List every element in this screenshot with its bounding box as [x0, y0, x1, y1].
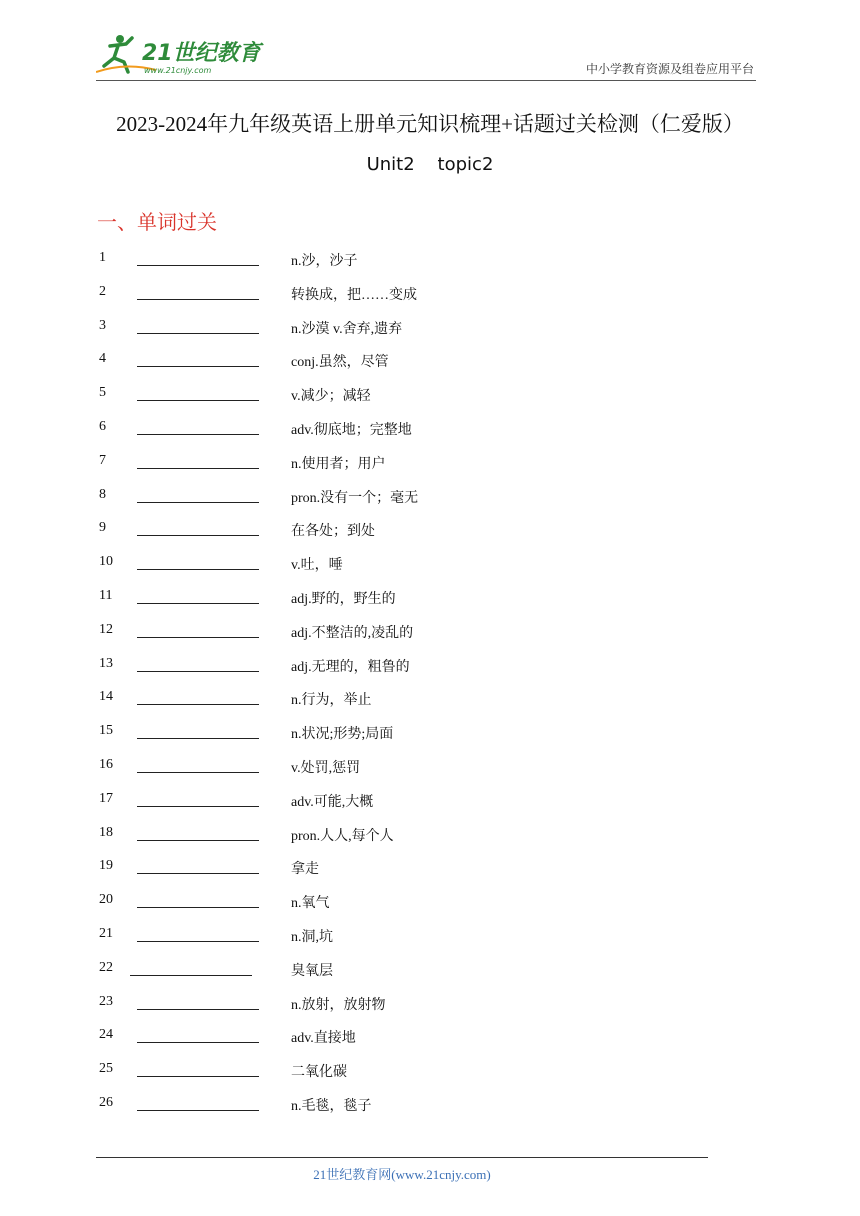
- item-number: 17: [99, 790, 113, 806]
- item-number: 19: [99, 858, 113, 874]
- word-item: [0, 1054, 860, 1088]
- word-item: [0, 513, 860, 547]
- item-number: 4: [99, 351, 106, 367]
- item-number: 5: [99, 385, 106, 401]
- word-item: [0, 311, 860, 345]
- answer-blank[interactable]: [137, 637, 259, 638]
- item-number: 10: [99, 554, 113, 570]
- word-item: [0, 615, 860, 649]
- item-meaning: adj.无理的，粗鲁的: [291, 659, 410, 675]
- item-meaning: adj.野的，野生的: [291, 591, 396, 607]
- answer-blank[interactable]: [137, 941, 259, 942]
- word-item: [0, 480, 860, 514]
- answer-blank[interactable]: [137, 1076, 259, 1077]
- word-item: [0, 581, 860, 615]
- word-item: [0, 851, 860, 885]
- word-item: [0, 919, 860, 953]
- site-logo[interactable]: [96, 32, 266, 76]
- item-meaning: conj.虽然，尽管: [291, 355, 389, 371]
- item-number: 18: [99, 824, 113, 840]
- answer-blank[interactable]: [137, 535, 259, 536]
- answer-blank[interactable]: [137, 265, 259, 266]
- word-item: [0, 446, 860, 480]
- answer-blank[interactable]: [137, 434, 259, 435]
- item-number: 8: [99, 486, 106, 502]
- item-number: 16: [99, 756, 113, 772]
- item-number: 1: [99, 250, 106, 265]
- item-meaning: n.毛毯，毯子: [291, 1098, 372, 1114]
- item-number: 20: [99, 892, 113, 908]
- svg-text:www.21cnjy.com: www.21cnjy.com: [144, 66, 212, 75]
- word-list: [0, 243, 860, 1122]
- word-item: [0, 277, 860, 311]
- word-item: [0, 344, 860, 378]
- item-number: 24: [99, 1027, 113, 1043]
- item-meaning: 臭氧层: [291, 963, 333, 979]
- answer-blank[interactable]: [137, 299, 259, 300]
- item-meaning: 拿走: [291, 862, 319, 878]
- word-item: [0, 716, 860, 750]
- word-item: [0, 378, 860, 412]
- answer-blank[interactable]: [137, 502, 259, 503]
- footer-link[interactable]: 21世纪教育网(www.21cnjy.com): [313, 1167, 491, 1182]
- word-item: [0, 953, 860, 987]
- item-meaning: adv.直接地: [291, 1031, 356, 1047]
- item-number: 23: [99, 993, 113, 1009]
- section-heading: 一、单词过关: [97, 210, 217, 234]
- item-number: 11: [99, 587, 113, 603]
- word-item: [0, 987, 860, 1021]
- item-number: 15: [99, 723, 113, 739]
- item-meaning: v.吐，唾: [291, 558, 343, 574]
- item-meaning: n.沙漠 v.舍弃,遗弃: [291, 321, 403, 337]
- answer-blank[interactable]: [137, 400, 259, 401]
- platform-name: 中小学教育资源及组卷应用平台: [585, 62, 754, 76]
- item-number: 7: [99, 452, 106, 468]
- word-item: [0, 243, 860, 277]
- item-meaning: n.使用者；用户: [291, 456, 386, 472]
- item-meaning: n.洞,坑: [291, 929, 333, 945]
- answer-blank[interactable]: [137, 569, 259, 570]
- item-number: 21: [99, 925, 113, 941]
- word-item: [0, 412, 860, 446]
- answer-blank[interactable]: [137, 1110, 259, 1111]
- answer-blank[interactable]: [137, 772, 259, 773]
- svg-text:21世纪教育: 21世纪教育: [142, 41, 261, 66]
- answer-blank[interactable]: [137, 907, 259, 908]
- item-meaning: adj.不整洁的,凌乱的: [291, 625, 414, 641]
- word-item: [0, 750, 860, 784]
- answer-blank[interactable]: [137, 333, 259, 334]
- word-item: [0, 784, 860, 818]
- item-number: 2: [99, 283, 106, 299]
- item-meaning: adv.彻底地；完整地: [291, 422, 412, 438]
- item-number: 13: [99, 655, 113, 671]
- page-header: [96, 30, 756, 81]
- answer-blank[interactable]: [137, 366, 259, 367]
- runner-logo-icon: [96, 32, 266, 76]
- word-item: [0, 818, 860, 852]
- item-number: 22: [99, 959, 113, 975]
- answer-blank[interactable]: [130, 975, 252, 976]
- item-number: 9: [99, 520, 106, 536]
- item-meaning: n.沙，沙子: [291, 254, 358, 269]
- item-number: 3: [99, 317, 106, 333]
- item-meaning: v.处罚,惩罚: [291, 760, 361, 776]
- answer-blank[interactable]: [137, 840, 259, 841]
- footer-divider: [96, 1157, 708, 1158]
- item-meaning: n.氧气: [291, 896, 330, 912]
- item-meaning: 转换成，把……变成: [291, 287, 417, 303]
- word-item: [0, 885, 860, 919]
- word-item: [0, 1088, 860, 1122]
- item-number: 26: [99, 1094, 113, 1110]
- answer-blank[interactable]: [137, 603, 259, 604]
- answer-blank[interactable]: [137, 1009, 259, 1010]
- answer-blank[interactable]: [137, 468, 259, 469]
- word-item: [0, 682, 860, 716]
- answer-blank[interactable]: [137, 873, 259, 874]
- word-item: [0, 1020, 860, 1054]
- item-meaning: 在各处；到处: [291, 524, 375, 540]
- item-meaning: n.状况;形势;局面: [291, 727, 394, 743]
- item-number: 12: [99, 621, 113, 637]
- answer-blank[interactable]: [137, 704, 259, 705]
- item-number: 25: [99, 1061, 113, 1077]
- document-subtitle: Unit2 topic2: [366, 154, 494, 175]
- item-meaning: n.放射，放射物: [291, 997, 386, 1013]
- document-title: 2023-2024年九年级英语上册单元知识梳理+话题过关检测（仁爱版）: [116, 112, 744, 136]
- word-item: [0, 649, 860, 683]
- answer-blank[interactable]: [137, 806, 259, 807]
- item-number: 14: [99, 689, 113, 705]
- answer-blank[interactable]: [137, 738, 259, 739]
- answer-blank[interactable]: [137, 1042, 259, 1043]
- item-meaning: n.行为，举止: [291, 693, 372, 709]
- word-item: [0, 547, 860, 581]
- item-meaning: adv.可能,大概: [291, 794, 374, 810]
- answer-blank[interactable]: [137, 671, 259, 672]
- item-meaning: 二氧化碳: [291, 1065, 347, 1081]
- item-meaning: pron.人人,每个人: [291, 828, 394, 844]
- item-meaning: v.减少；减轻: [291, 389, 371, 405]
- item-number: 6: [99, 418, 106, 434]
- item-meaning: pron.没有一个；毫无: [291, 490, 419, 506]
